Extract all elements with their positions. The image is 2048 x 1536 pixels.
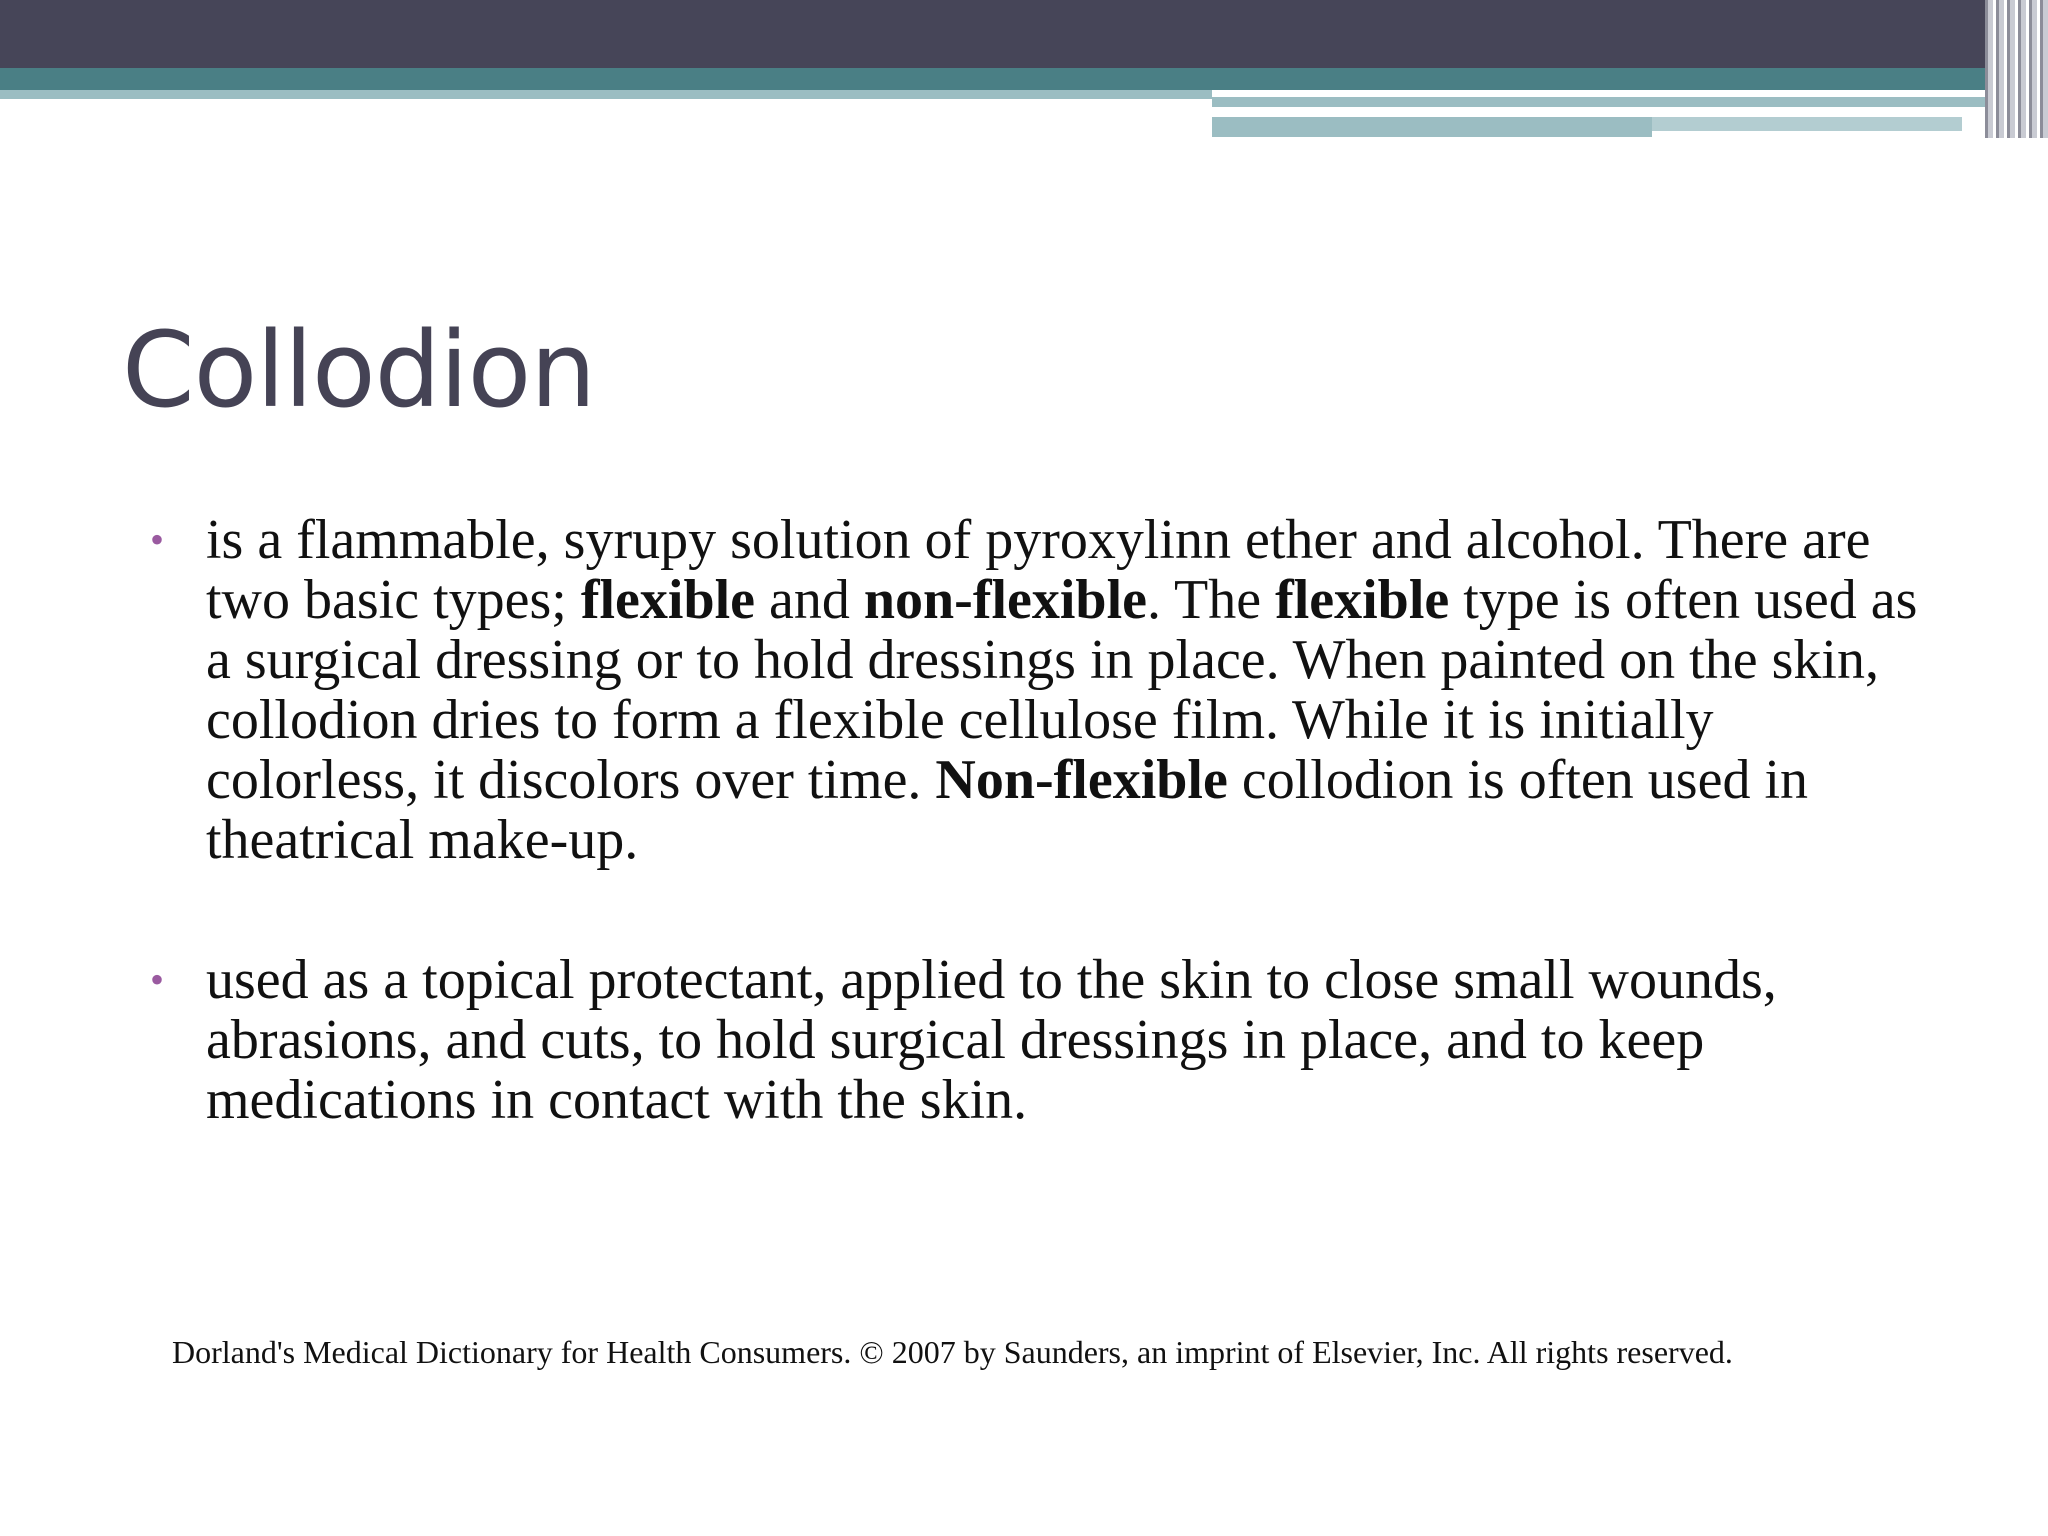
bullet-text bbox=[206, 949, 1777, 1131]
bullet-emphasis: non-flexible bbox=[863, 569, 1147, 631]
header-vertical-stripes bbox=[1985, 0, 2048, 138]
bullet-emphasis: Non-flexible bbox=[935, 749, 1228, 811]
slide-title: Collodion bbox=[122, 309, 596, 431]
bullet-icon: • bbox=[150, 957, 165, 1002]
bullet-segment: is a flammable, syrupy solution of pyroxylinn ether and alcohol. There are two basic types; bbox=[206, 509, 1871, 631]
header-accent-tab-light bbox=[1652, 117, 1962, 131]
header-accent-divider bbox=[1212, 111, 1896, 116]
bullet-item bbox=[150, 950, 1930, 1130]
bullet-text bbox=[206, 509, 1917, 871]
citation-footer: Dorland's Medical Dictionary for Health Consumers. © 2007 by Saunders, an imprint of Elsevier, Inc. All rights reserved. bbox=[172, 1334, 1733, 1370]
bullet-segment: type is often used as a surgical dressing or to hold dressings in place. When painted on the skin, collodion dries to form a flexible cellulose film. While it is initially colorless, it discolors over time. bbox=[206, 569, 1918, 811]
header-band bbox=[0, 0, 2048, 68]
header-accent-stripe-right bbox=[1212, 97, 2048, 107]
bullet-segment: used as a topical protectant, applied to the skin to close small wounds, abrasions, and cuts, to hold surgical dressings in place, and to keep medications in contact with the skin. bbox=[206, 949, 1777, 1131]
bullet-emphasis: flexible bbox=[1275, 569, 1450, 631]
header-accent-stripe-left bbox=[0, 90, 1212, 99]
bullet-item bbox=[150, 510, 1930, 870]
header-accent-tab bbox=[1212, 117, 1652, 137]
bullet-list bbox=[150, 510, 1930, 1130]
bullet-segment: . The bbox=[1147, 569, 1276, 631]
bullet-segment: and bbox=[755, 569, 864, 631]
header-accent-bar bbox=[0, 68, 2048, 90]
bullet-segment: collodion is often used in theatrical make-up. bbox=[206, 749, 1808, 871]
bullet-icon: • bbox=[150, 517, 165, 562]
bullet-emphasis: flexible bbox=[580, 569, 756, 631]
